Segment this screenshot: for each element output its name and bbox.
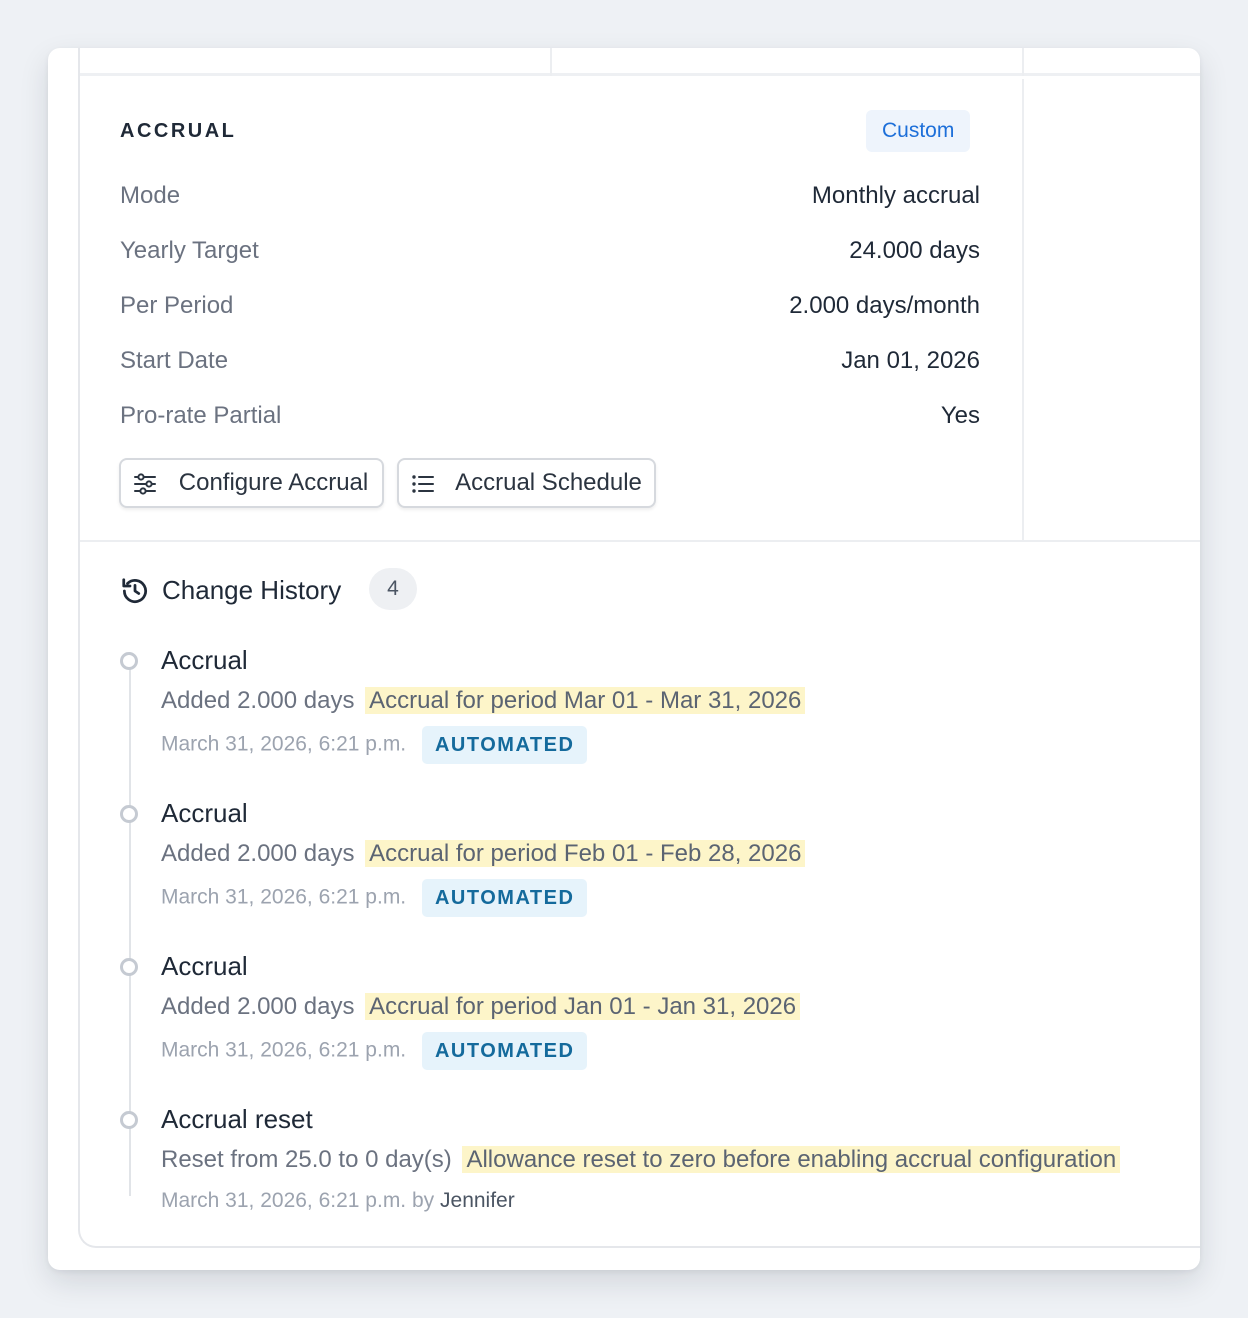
entry-description <box>161 684 805 718</box>
field-label: Yearly Target <box>120 237 259 264</box>
entry-title: Accrual <box>161 798 248 828</box>
automated-badge: AUTOMATED <box>422 1032 587 1070</box>
field-label: Start Date <box>120 347 229 374</box>
entry-description <box>161 990 800 1024</box>
accrual-schedule-label: Accrual Schedule <box>455 469 642 496</box>
column-divider <box>550 48 552 76</box>
entry-meta <box>161 879 587 917</box>
entry-timestamp: March 31, 2026, 6:21 p.m. <box>161 885 407 909</box>
field-row-per-period <box>120 288 980 324</box>
entry-note: Accrual for period Mar 01 - Mar 31, 2026 <box>365 687 805 714</box>
entry-meta <box>161 1185 515 1217</box>
top-strip <box>80 48 1200 76</box>
field-row-start-date <box>120 343 980 379</box>
field-value: Jan 01, 2026 <box>841 347 980 374</box>
field-value: 24.000 days <box>849 237 980 264</box>
detail-window <box>48 48 1200 1270</box>
configure-accrual-label: Configure Accrual <box>178 469 369 496</box>
field-label: Mode <box>120 182 181 209</box>
change-history-title: Change History <box>162 575 342 605</box>
field-label: Pro-rate Partial <box>120 402 282 429</box>
entry-change: Added 2.000 days <box>161 840 355 867</box>
custom-badge: Custom <box>866 110 970 152</box>
timeline-dot <box>120 805 138 823</box>
entry-by-prefix: by <box>411 1189 435 1212</box>
entry-timestamp: March 31, 2026, 6:21 p.m. <box>161 1189 407 1212</box>
entry-change: Reset from 25.0 to 0 day(s) <box>161 1146 452 1173</box>
entry-title: Accrual <box>161 951 248 981</box>
field-value: Yes <box>940 402 980 429</box>
section-divider <box>80 540 1200 542</box>
automated-badge: AUTOMATED <box>422 726 587 764</box>
entry-meta <box>161 1032 587 1070</box>
field-row-yearly-target <box>120 233 980 269</box>
configure-accrual-button[interactable] <box>119 458 384 508</box>
entry-note: Allowance reset to zero before enabling accrual configuration <box>462 1146 1120 1173</box>
sliders-icon <box>133 472 157 496</box>
entry-title: Accrual reset <box>161 1104 313 1134</box>
entry-note: Accrual for period Jan 01 - Jan 31, 2026 <box>365 993 800 1020</box>
list-icon <box>411 472 435 496</box>
column-divider <box>1022 48 1024 76</box>
field-value: 2.000 days/month <box>789 292 980 319</box>
entry-title: Accrual <box>161 645 248 675</box>
entry-description <box>161 1143 1120 1177</box>
entry-change: Added 2.000 days <box>161 993 355 1020</box>
detail-panel <box>78 48 1200 1248</box>
entry-author[interactable]: Jennifer <box>440 1189 515 1212</box>
timeline-dot <box>120 1111 138 1129</box>
automated-badge: AUTOMATED <box>422 879 587 917</box>
change-history-count-badge: 4 <box>369 568 417 610</box>
entry-note: Accrual for period Feb 01 - Feb 28, 2026 <box>365 840 805 867</box>
accrual-section-title: ACCRUAL <box>120 120 237 142</box>
entry-change: Added 2.000 days <box>161 687 355 714</box>
entry-meta <box>161 726 587 764</box>
entry-description <box>161 837 805 871</box>
accrual-schedule-button[interactable] <box>397 458 656 508</box>
field-label: Per Period <box>120 292 234 319</box>
entry-timestamp: March 31, 2026, 6:21 p.m. <box>161 732 407 756</box>
field-value: Monthly accrual <box>811 182 980 209</box>
field-row-pro-rate-partial <box>120 398 980 434</box>
timeline-dot <box>120 958 138 976</box>
field-row-mode <box>120 178 980 214</box>
timeline-dot <box>120 652 138 670</box>
history-icon <box>120 576 150 606</box>
entry-timestamp: March 31, 2026, 6:21 p.m. <box>161 1038 407 1062</box>
